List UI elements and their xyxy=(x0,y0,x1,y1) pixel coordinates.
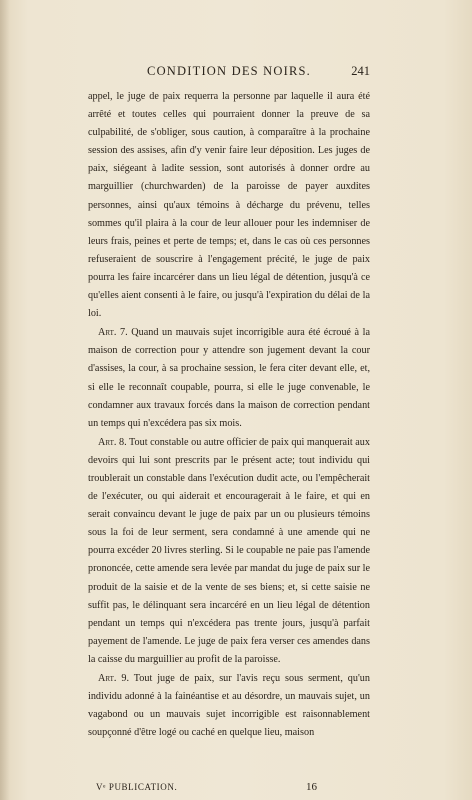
paragraph-continuation xyxy=(88,88,370,323)
running-title: CONDITION DES NOIRS. xyxy=(147,64,311,78)
paragraph-article-8 xyxy=(88,434,370,669)
paragraph-article-9 xyxy=(88,670,370,742)
page-footer xyxy=(96,782,326,796)
printer-signature: Vᵉ PUBLICATION. xyxy=(96,782,178,792)
sheet-number: 16 xyxy=(306,781,317,793)
article-label: Art. 8. xyxy=(98,436,127,448)
page-number: 241 xyxy=(351,64,370,78)
paragraph-text: Tout constable ou autre officier de paix qui manquerait aux devoirs qui lui sont prescrits par le présent acte; tout individu qui troublerait un constable dans l'exécution dudit acte, ou l'empêcherait de l'exécuter, ou qui aiderait et encouragerait à le faire, et qui en serait convaincu devant le juge de paix par un ou plusieurs témoins sous la foi de leur serment, sera condamné à une amende qui ne pourra excéder 20 livres sterling. Si le coupable ne paie pas l'amende prononcée, cette amende sera levée par mandat du juge de paix sur le produit de la saisie et de la vente de ses biens; et, si cette saisie ne suffit pas, le délinquant sera incarcéré en un lieu légal de détention pendant un temps qui n'excédera pas trente jours, jusqu'à parfait payement de l'amende. Le juge de paix fera verser ces amendes dans la caisse du marguillier au profit de la paroisse. xyxy=(88,436,371,665)
paragraph-text: Tout juge de paix, sur l'avis reçu sous serment, qu'un individu adonné à la fainéantise et au désordre, un mauvais sujet, un vagabond ou un mauvais sujet incorrigible est raisonnablement soupçonné d'être logé ou caché en quelque lieu, maison xyxy=(88,673,370,739)
paragraph-text: appel, le juge de paix requerra la personne par laquelle il aura été arrêté et toutes celles qui pourraient donner la preuve de sa culpabilité, de s'obliger, sous caution, à comparaître à la prochaine session des assises, afin d'y venir faire leur déposition. Les juges de paix, siégeant à ladite session, sont autorisés à donner ordre au marguillier (churchwarden) de la paroisse de payer auxdites personnes, ainsi qu'aux témoins à décharge du prévenu, telles sommes qu'il plaira à la cour de leur allouer pour les indemniser de leurs frais, peines et perte de temps; et, dans le cas où ces personnes refuseraient de souscrire à l'engagement précité, le juge de paix pourra les faire incarcérer dans un lieu légal de détention, jusqu'à ce qu'elles aient consenti à le faire, ou jusqu'à l'expiration du délai de la loi. xyxy=(88,91,370,320)
spine-shadow xyxy=(0,0,10,800)
body-text xyxy=(88,88,370,742)
paragraph-text: Quand un mauvais sujet incorrigible aura été écroué à la maison de correction pour y attendre son jugement devant la cour d'assises, la cour, à sa prochaine session, le fera citer devant elle, et, si elle le reconnaît coupable, pourra, si elle le juge convenable, le condamner aux travaux forcés dans la maison de correction pendant un temps qui n'excédera pas six mois. xyxy=(88,327,370,429)
paragraph-article-7 xyxy=(88,324,370,433)
article-label: Art. 7. xyxy=(98,327,128,339)
page-header xyxy=(88,64,370,82)
article-label: Art. 9. xyxy=(98,673,129,684)
